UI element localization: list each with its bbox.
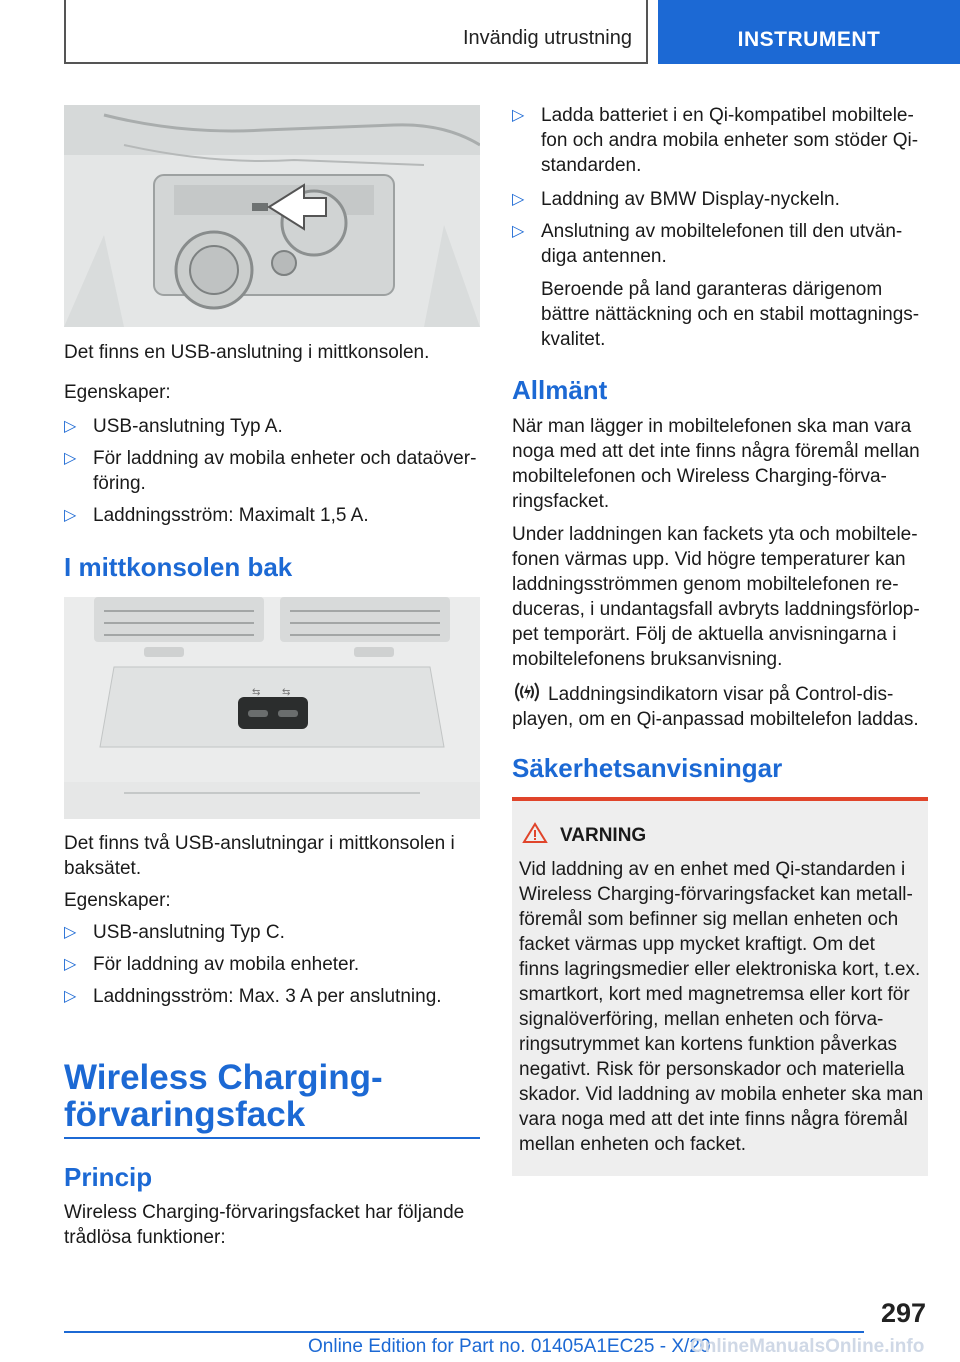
page-number: 297 xyxy=(880,1298,926,1328)
heading-rear-console: I mittkonsolen bak xyxy=(64,552,293,582)
caption-front-usb: Det finns en USB-anslutning i mittkonsolen. xyxy=(64,342,430,363)
warning-box xyxy=(512,797,928,1176)
triangle-right-outline-icon: ▷ xyxy=(64,507,77,524)
princip-text-line2: trådlösa funktioner: xyxy=(64,1227,226,1248)
list-note: Beroende på land garanteras därigenom bättre nättäckning och en stabil mottagnings- kvalitet. xyxy=(541,279,920,350)
triangle-right-outline-icon: ▷ xyxy=(64,956,77,973)
warning-text-line: signalöverföring, mellan enheten och förva- xyxy=(519,1009,884,1030)
footer-rule xyxy=(64,1331,864,1333)
allmant-paragraph1-line: noga med att det inte finns några föremål mellan xyxy=(512,441,920,462)
list-item: ▷ Laddningsström: Maximalt 1,5 A. xyxy=(64,505,369,526)
indicator-text-line1: Laddningsindikatorn visar på Control-dis- xyxy=(548,684,894,705)
warning-text-line: Wireless Charging-förvaringsfacket kan metall- xyxy=(519,884,913,905)
allmant-paragraph2-line: fonen värmas upp. Vid högre temperaturer kan xyxy=(512,549,906,570)
caption-rear-usb-line2: baksätet. xyxy=(64,858,142,879)
list-item: ▷ För laddning av mobila enheter. xyxy=(64,954,360,975)
allmant-paragraph1-line: ringsfacket. xyxy=(512,491,610,512)
usb-rear-console-photo xyxy=(64,597,480,819)
triangle-right-outline-icon: ▷ xyxy=(64,450,77,467)
wireless-charging-icon xyxy=(512,680,542,704)
properties-label: Egenskaper: xyxy=(64,382,171,403)
svg-text:⇆: ⇆ xyxy=(252,687,261,698)
chapter-heading-line1: Wireless Charging- xyxy=(64,1058,383,1097)
list-item: ▷ För laddning av mobila enheter och dataöver- föring. xyxy=(64,448,477,494)
list-item: ▷ USB-anslutning Typ A. xyxy=(64,416,283,437)
warning-text-line: föremål som befinner sig mellan enheten och xyxy=(519,909,899,930)
list-item: ▷ Anslutning av mobiltelefonen till den utvän- diga antennen. xyxy=(512,221,903,267)
allmant-paragraph2-line: mobiltelefonens bruksanvisning. xyxy=(512,649,783,670)
site-watermark: OnlineManualsOnline.info xyxy=(690,1336,925,1357)
section-title: Invändig utrustning xyxy=(462,27,632,49)
list-item: ▷ USB-anslutning Typ C. xyxy=(64,922,285,943)
warning-title: VARNING xyxy=(560,825,647,846)
triangle-right-outline-icon: ▷ xyxy=(512,191,525,208)
warning-text-line: skador. Vid laddning av mobila enheter ska man xyxy=(519,1084,924,1105)
triangle-right-outline-icon: ▷ xyxy=(512,107,525,124)
warning-text-line: facket värmas upp mycket kraftigt. Om det xyxy=(519,934,875,955)
warning-text-line: Vid laddning av en enhet med Qi-standarden i xyxy=(519,859,906,880)
warning-text-line: finns lagringsmedier eller elektroniska kort, t.ex. xyxy=(519,959,921,980)
warning-triangle-icon xyxy=(522,822,548,844)
running-header xyxy=(64,0,648,64)
triangle-right-outline-icon: ▷ xyxy=(64,924,77,941)
warning-text-line: negativt. Risk för personskador och materiella xyxy=(519,1059,905,1080)
properties-label: Egenskaper: xyxy=(64,890,171,911)
warning-text-line: ringsutrymmet kan kortens funktion påverkas xyxy=(519,1034,898,1055)
heading-princip: Princip xyxy=(64,1162,153,1192)
triangle-right-outline-icon: ▷ xyxy=(64,418,77,435)
heading-allmant: Allmänt xyxy=(512,375,608,405)
allmant-paragraph2-line: Under laddningen kan fackets yta och mobiltele- xyxy=(512,524,918,545)
list-item: ▷ Laddning av BMW Display-nyckeln. xyxy=(512,189,840,210)
allmant-paragraph2-line: pet temporärt. Följ de aktuella anvisningarna i xyxy=(512,624,897,645)
edition-link[interactable]: Online Edition for Part no. 01405A1EC25 - X/20 xyxy=(308,1336,711,1357)
warning-text-line: mellan enheten och facket. xyxy=(519,1134,747,1155)
svg-text:⇆: ⇆ xyxy=(282,687,291,698)
list-item: ▷ Ladda batteriet i en Qi-kompatibel mobiltele- fon och andra mobila enheter som stöder Qi- standarden. xyxy=(512,105,919,176)
allmant-paragraph1-line: När man lägger in mobiltelefonen ska man vara xyxy=(512,416,912,437)
heading-safety: Säkerhetsanvisningar xyxy=(512,753,783,783)
caption-rear-usb-line1: Det finns två USB-anslutningar i mittkonsolen i xyxy=(64,833,455,854)
triangle-right-outline-icon: ▷ xyxy=(64,988,77,1005)
warning-text-line: smartkort, kort med magnetremsa eller kort för xyxy=(519,984,910,1005)
princip-text-line1: Wireless Charging-förvaringsfacket har följande xyxy=(64,1202,465,1223)
chapter-heading-line2: förvaringsfack xyxy=(64,1095,306,1134)
usb-front-console-photo xyxy=(64,105,480,327)
list-item: ▷ Laddningsström: Max. 3 A per anslutning. xyxy=(64,986,442,1007)
allmant-paragraph2-line: duceras, i undantagsfall avbryts laddningsförlop- xyxy=(512,599,920,620)
warning-text-line: vara noga med att det inte finns några föremål xyxy=(519,1109,908,1130)
chapter-tab: INSTRUMENT xyxy=(658,0,960,64)
heading-rule xyxy=(64,1137,480,1139)
triangle-right-outline-icon: ▷ xyxy=(512,223,525,240)
allmant-paragraph1-line: mobiltelefonen och Wireless Charging-förva- xyxy=(512,466,887,487)
allmant-paragraph2-line: laddningsströmmen genom mobiltelefonen re- xyxy=(512,574,899,595)
indicator-text-line2: playen, om en Qi-anpassad mobiltelefon laddas. xyxy=(512,709,919,730)
